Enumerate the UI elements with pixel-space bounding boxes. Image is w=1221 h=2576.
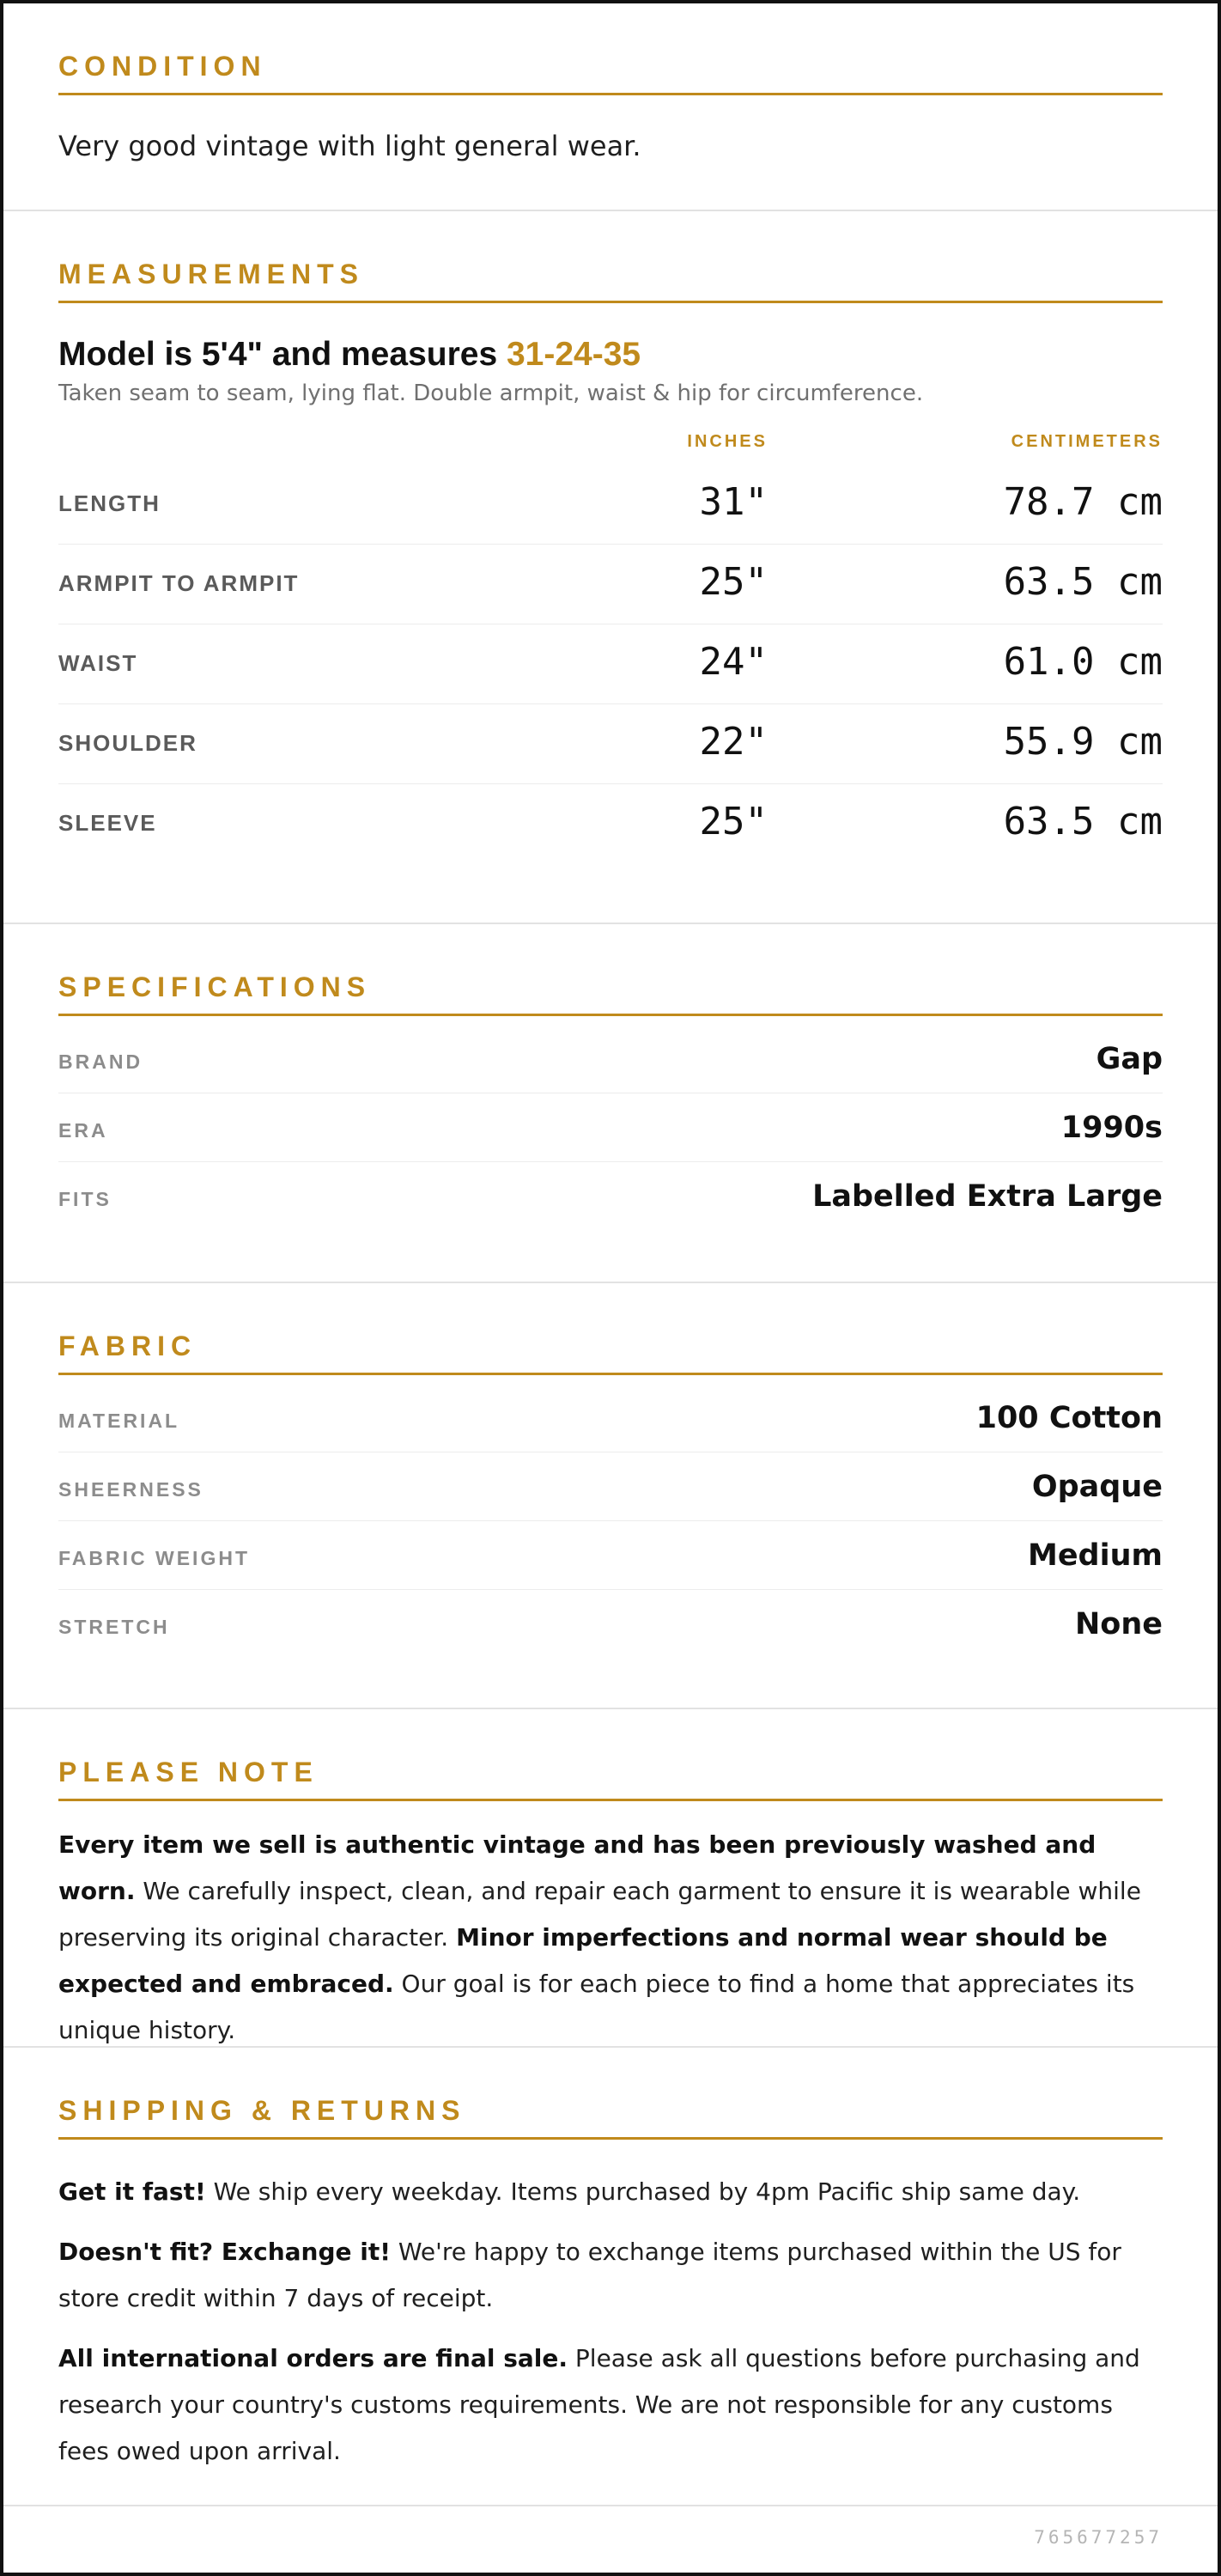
spec-value: Opaque: [1031, 1470, 1163, 1504]
spec-row-brand: [58, 1025, 1163, 1093]
model-measures-line: [58, 336, 1163, 374]
fabric-section: [3, 1283, 1218, 1709]
shipping-body: We're happy to exchange items purchased within the US for store credit within 7 days of receipt.: [58, 2238, 1121, 2312]
section-divider: [58, 1373, 1163, 1375]
note-body: We carefully inspect, clean, and repair each garment to ensure it is wearable while preserving its original character.: [58, 1877, 1141, 1952]
measurement-label: SLEEVE: [58, 810, 157, 836]
measurements-title: MEASUREMENTS: [58, 259, 365, 289]
measurements-table: [58, 465, 1163, 863]
spec-label: FABRIC WEIGHT: [58, 1547, 250, 1569]
measurement-centimeters: 63.5 cm: [1003, 800, 1163, 843]
spec-value: Gap: [1096, 1042, 1163, 1076]
shipping-fast-paragraph: [58, 2169, 1163, 2215]
measurement-centimeters: 78.7 cm: [1003, 480, 1163, 524]
spec-label: STRETCH: [58, 1616, 170, 1638]
measurement-method-note: Taken seam to seam, lying flat. Double armpit, waist & hip for circumference.: [58, 381, 924, 406]
note-emphasis: Minor imperfections and normal wear should be expected and embraced.: [58, 1923, 1108, 1998]
spec-value: Medium: [1027, 1538, 1163, 1573]
model-measures-value: 31-24-35: [506, 336, 641, 373]
shipping-emphasis: All international orders are final sale.: [58, 2344, 568, 2372]
condition-text: Very good vintage with light general wear.: [58, 130, 641, 162]
shipping-body: Please ask all questions before purchasing and research your country's customs requirements. We are not responsible for any customs fees owed upon arrival.: [58, 2344, 1140, 2465]
measurements-section: [3, 211, 1218, 924]
please-note-title: PLEASE NOTE: [58, 1757, 319, 1787]
specifications-title: SPECIFICATIONS: [58, 971, 372, 1002]
product-id: 765677257: [1034, 2527, 1163, 2548]
shipping-exchange-paragraph: [58, 2229, 1163, 2322]
measurement-row: [58, 784, 1163, 863]
note-body: Our goal is for each piece to find a home that appreciates its unique history.: [58, 1970, 1135, 2044]
condition-section: [3, 3, 1218, 211]
section-divider: [58, 2137, 1163, 2140]
section-divider: [58, 93, 1163, 95]
measurement-inches: 22": [699, 720, 768, 764]
spec-value: 100 Cotton: [975, 1401, 1163, 1435]
shipping-returns-title: SHIPPING & RETURNS: [58, 2095, 466, 2126]
footer: [3, 2506, 1218, 2575]
measurement-inches: 24": [699, 640, 768, 684]
measurement-inches: 25": [699, 800, 768, 843]
fabric-row-weight: [58, 1521, 1163, 1590]
fabric-row-sheerness: [58, 1452, 1163, 1521]
spec-value: 1990s: [1060, 1111, 1163, 1145]
spec-label: SHEERNESS: [58, 1478, 204, 1501]
measurement-label: WAIST: [58, 650, 138, 676]
spec-label: ERA: [58, 1119, 108, 1142]
spec-label: FITS: [58, 1188, 112, 1210]
fabric-list: [58, 1384, 1163, 1658]
shipping-emphasis: Get it fast!: [58, 2177, 206, 2206]
measurement-label: LENGTH: [58, 490, 161, 516]
spec-value: Labelled Extra Large: [812, 1179, 1163, 1214]
measurement-row: [58, 704, 1163, 784]
spec-row-era: [58, 1093, 1163, 1162]
measurement-inches: 25": [699, 560, 768, 604]
column-header-inches: INCHES: [687, 432, 768, 451]
section-divider: [58, 1799, 1163, 1801]
shipping-returns-section: [3, 2048, 1218, 2506]
spec-label: MATERIAL: [58, 1410, 180, 1432]
fabric-title: FABRIC: [58, 1331, 197, 1361]
shipping-body: We ship every weekday. Items purchased by 4pm Pacific ship same day.: [205, 2177, 1081, 2206]
condition-title: CONDITION: [58, 51, 267, 82]
model-measures-prefix: Model is 5'4" and measures: [58, 336, 507, 373]
measurement-row: [58, 545, 1163, 624]
measurement-centimeters: 63.5 cm: [1003, 560, 1163, 604]
please-note-section: [3, 1709, 1218, 2048]
measurements-table-header: [58, 425, 1163, 465]
fabric-row-stretch: [58, 1590, 1163, 1658]
column-header-centimeters: CENTIMETERS: [1011, 432, 1163, 451]
specifications-list: [58, 1025, 1163, 1230]
measurement-row: [58, 465, 1163, 545]
spec-label: BRAND: [58, 1050, 143, 1073]
measurement-centimeters: 55.9 cm: [1003, 720, 1163, 764]
measurement-centimeters: 61.0 cm: [1003, 640, 1163, 684]
please-note-text: [58, 1822, 1163, 2054]
section-divider: [58, 1014, 1163, 1016]
fabric-row-material: [58, 1384, 1163, 1452]
shipping-emphasis: Doesn't fit? Exchange it!: [58, 2238, 391, 2266]
measurement-row: [58, 624, 1163, 704]
measurement-label: SHOULDER: [58, 730, 197, 756]
measurement-inches: 31": [699, 480, 768, 524]
spec-value: None: [1075, 1607, 1163, 1641]
specifications-section: [3, 924, 1218, 1283]
measurement-label: ARMPIT TO ARMPIT: [58, 570, 300, 596]
spec-row-fits: [58, 1162, 1163, 1230]
note-emphasis: Every item we sell is authentic vintage and has been previously washed and worn.: [58, 1830, 1096, 1905]
section-divider: [58, 301, 1163, 303]
shipping-international-paragraph: [58, 2335, 1163, 2475]
